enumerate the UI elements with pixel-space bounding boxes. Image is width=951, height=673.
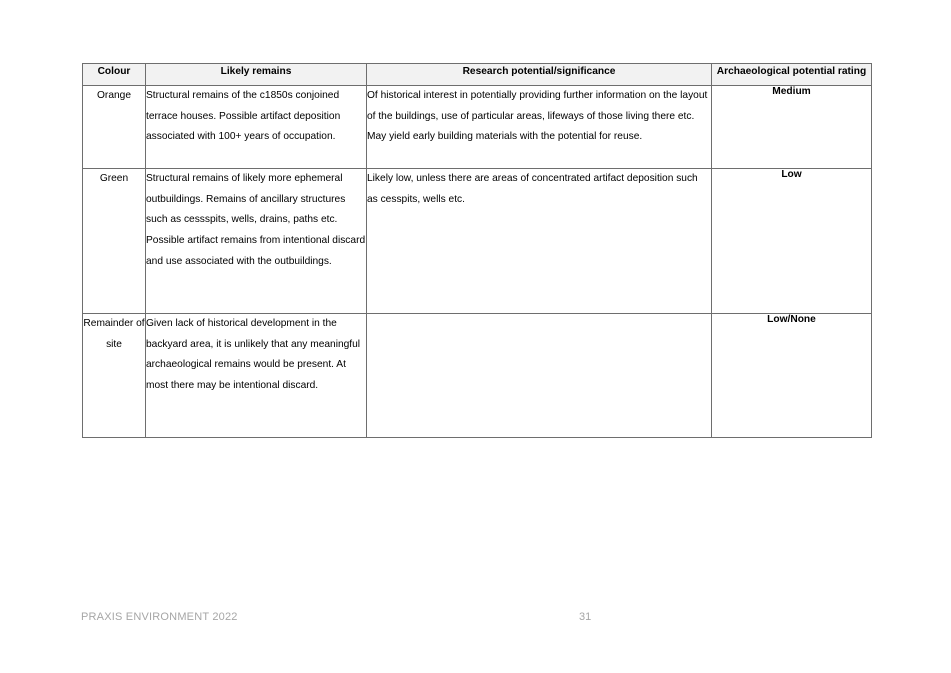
table-row xyxy=(83,169,872,314)
header-research-potential: Research potential/significance xyxy=(367,64,712,86)
rating-cell: Low xyxy=(712,169,872,314)
table-row xyxy=(83,86,872,169)
table-row xyxy=(83,314,872,438)
likely-remains-cell: Structural remains of the c1850s conjoined terrace houses. Possible artifact deposition associated with 100+ years of occupation. xyxy=(146,86,367,169)
colour-cell: Orange xyxy=(83,86,146,169)
research-potential-cell: Likely low, unless there are areas of concentrated artifact deposition such as cesspits, wells etc. xyxy=(367,169,712,314)
research-potential-cell: Of historical interest in potentially providing further information on the layout of the buildings, use of particular areas, lifeways of those living there etc. May yield early building materials with the potential for reuse. xyxy=(367,86,712,169)
archaeological-potential-table xyxy=(82,63,872,438)
colour-cell: Remainder of site xyxy=(83,314,146,438)
table-header-row xyxy=(83,64,872,86)
likely-remains-cell: Given lack of historical development in the backyard area, it is unlikely that any meaningful archaeological remains would be present. At most there may be intentional discard. xyxy=(146,314,367,438)
research-potential-cell xyxy=(367,314,712,438)
page-number: 31 xyxy=(579,611,592,623)
likely-remains-cell: Structural remains of likely more ephemeral outbuildings. Remains of ancillary structures such as cessspits, wells, drains, paths etc. Possible artifact remains from intentional discard and use associated with the outbuildings. xyxy=(146,169,367,314)
rating-cell: Medium xyxy=(712,86,872,169)
rating-cell: Low/None xyxy=(712,314,872,438)
colour-cell: Green xyxy=(83,169,146,314)
header-potential-rating: Archaeological potential rating xyxy=(712,64,872,86)
footer-company: PRAXIS ENVIRONMENT 2022 xyxy=(81,611,238,623)
header-colour: Colour xyxy=(83,64,146,86)
header-likely-remains: Likely remains xyxy=(146,64,367,86)
